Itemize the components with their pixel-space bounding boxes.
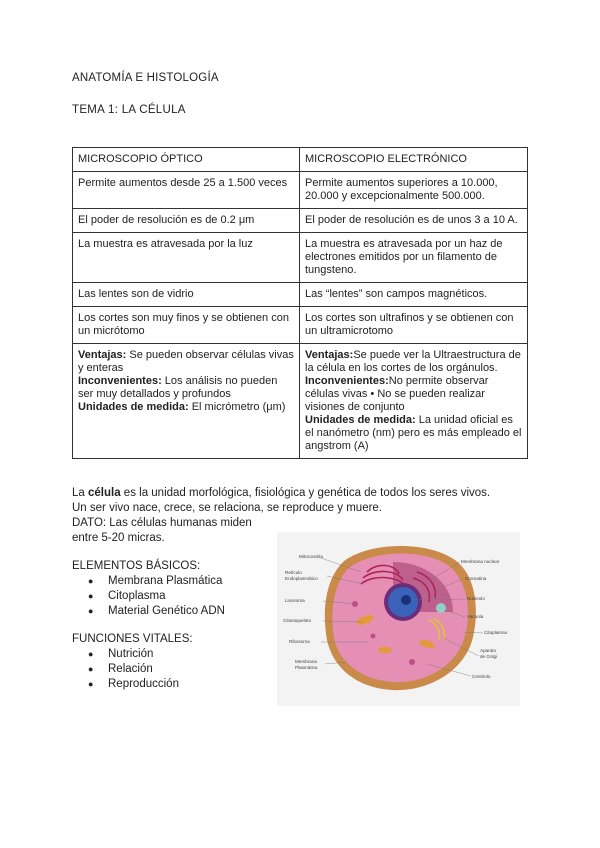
unidades-label: Unidades de medida: [78, 401, 189, 413]
label-mitocondria: Mitocondria [299, 554, 323, 559]
ventajas-label: Ventajas: [78, 349, 127, 361]
label-reticulo-1: Retículo [285, 570, 302, 575]
inconvenientes-text: No permite observar células vivas • No se pueden realizar visiones de conjunto [305, 375, 489, 413]
vacuole-shape [436, 603, 446, 613]
mitochondrion-shape [378, 647, 392, 653]
intro-line-2: Un ser vivo nace, crece, se relaciona, se reproduce y muere. [72, 502, 383, 514]
label-ribosoma: Ribosoma [289, 639, 310, 644]
funciones-list [88, 647, 179, 692]
table-cell: Las lentes son de vidrio [73, 283, 300, 307]
table-cell [73, 344, 300, 459]
inconvenientes-text: Los análisis no pueden ser muy detallados y profundos [78, 375, 278, 400]
nucleolus-shape [401, 595, 411, 605]
label-lisosoma: Lisosoma [285, 598, 305, 603]
table-cell: Permite aumentos superiores a 10.000, 20.000 y excepcionalmente 500.000. [300, 172, 528, 209]
elementos-list [88, 574, 225, 619]
label-citoesqueleto: Citoesqueleto [283, 618, 312, 623]
document-title: ANATOMÍA E HISTOLOGÍA [72, 72, 219, 84]
table-cell: El poder de resolución es de 0.2 μm [73, 209, 300, 233]
table-row [73, 172, 528, 209]
table-cell: Permite aumentos desde 25 a 1.500 veces [73, 172, 300, 209]
label-membrana-1: Membrana [295, 659, 317, 664]
label-membrana-2: Plasmática [295, 665, 318, 670]
unidades-text: La unidad oficial es el nanómetro (nm) pero es más empleado el angstrom (A) [305, 414, 522, 452]
table-header-cell: MICROSCOPIO ÓPTICO [73, 148, 300, 172]
intro-line-1 [72, 486, 490, 501]
cell-illustration [277, 532, 520, 706]
list-item: ● Membrana Plasmática [88, 574, 225, 589]
label-nucleolo: Nucleolo [467, 596, 485, 601]
list-item: ● Nutrición [88, 647, 179, 662]
list-item: ● Material Genético ADN [88, 604, 225, 619]
table-header-cell: MICROSCOPIO ELECTRÓNICO [300, 148, 528, 172]
ventajas-text: Se puede ver la Ultraestructura de la célula en los cortes de los orgánulos. [305, 349, 521, 374]
label-membrana-nuclear: Membrana nuclear [461, 559, 500, 564]
lysosome-shape [371, 634, 376, 639]
table-row [73, 209, 528, 233]
table-cell [300, 344, 528, 459]
label-vacuola: Vacuola [467, 614, 484, 619]
list-item: ● Citoplasma [88, 589, 225, 604]
list-item: ● Relación [88, 662, 179, 677]
elementos-title: ELEMENTOS BÁSICOS: [72, 560, 201, 572]
table-cell: El poder de resolución es de unos 3 a 10 A. [300, 209, 528, 233]
label-citoplasma: Citoplasma [484, 630, 507, 635]
table-cell: Los cortes son ultrafinos y se obtienen con un ultramicrotomo [300, 307, 528, 344]
lysosome-shape [409, 659, 415, 665]
document-subtitle: TEMA 1: LA CÉLULA [72, 104, 186, 116]
intro-text: La [72, 487, 88, 499]
list-item: ● Reproducción [88, 677, 179, 692]
table-cell: La muestra es atravesada por un haz de electrones emitidos por un filamento de tungsteno. [300, 233, 528, 283]
table-cell: Las “lentes” son campos magnéticos. [300, 283, 528, 307]
microscope-comparison-table [72, 147, 528, 459]
table-header-row [73, 148, 528, 172]
unidades-text: El micrómetro (μm) [188, 401, 286, 413]
inconvenientes-label: Inconvenientes: [78, 375, 162, 387]
animal-cell-diagram [277, 532, 520, 706]
label-reticulo-2: Endoplasmático [285, 576, 318, 581]
label-golgi-2: de Golgi [480, 654, 498, 659]
table-row [73, 307, 528, 344]
table-row [73, 283, 528, 307]
label-golgi-1: Aparato [480, 648, 497, 653]
label-centriolo: Centriolo [472, 674, 491, 679]
intro-text: es la unidad morfológica, fisiológica y genética de todos los seres vivos. [120, 487, 491, 499]
intro-line-4: entre 5-20 micras. [72, 532, 165, 544]
table-row [73, 233, 528, 283]
inconvenientes-label: Inconvenientes: [305, 375, 389, 387]
table-row [73, 344, 528, 459]
intro-bold-term: célula [88, 487, 121, 499]
funciones-title: FUNCIONES VITALES: [72, 633, 193, 645]
label-cromatina: Cromatina [465, 576, 487, 581]
intro-line-3: DATO: Las células humanas miden [72, 517, 252, 529]
ventajas-text: Se pueden observar células vivas y enteras [78, 349, 294, 374]
table-cell: Los cortes son muy finos y se obtienen con un micrótomo [73, 307, 300, 344]
ventajas-label: Ventajas: [305, 349, 354, 361]
table-cell: La muestra es atravesada por la luz [73, 233, 300, 283]
unidades-label: Unidades de medida: [305, 414, 416, 426]
